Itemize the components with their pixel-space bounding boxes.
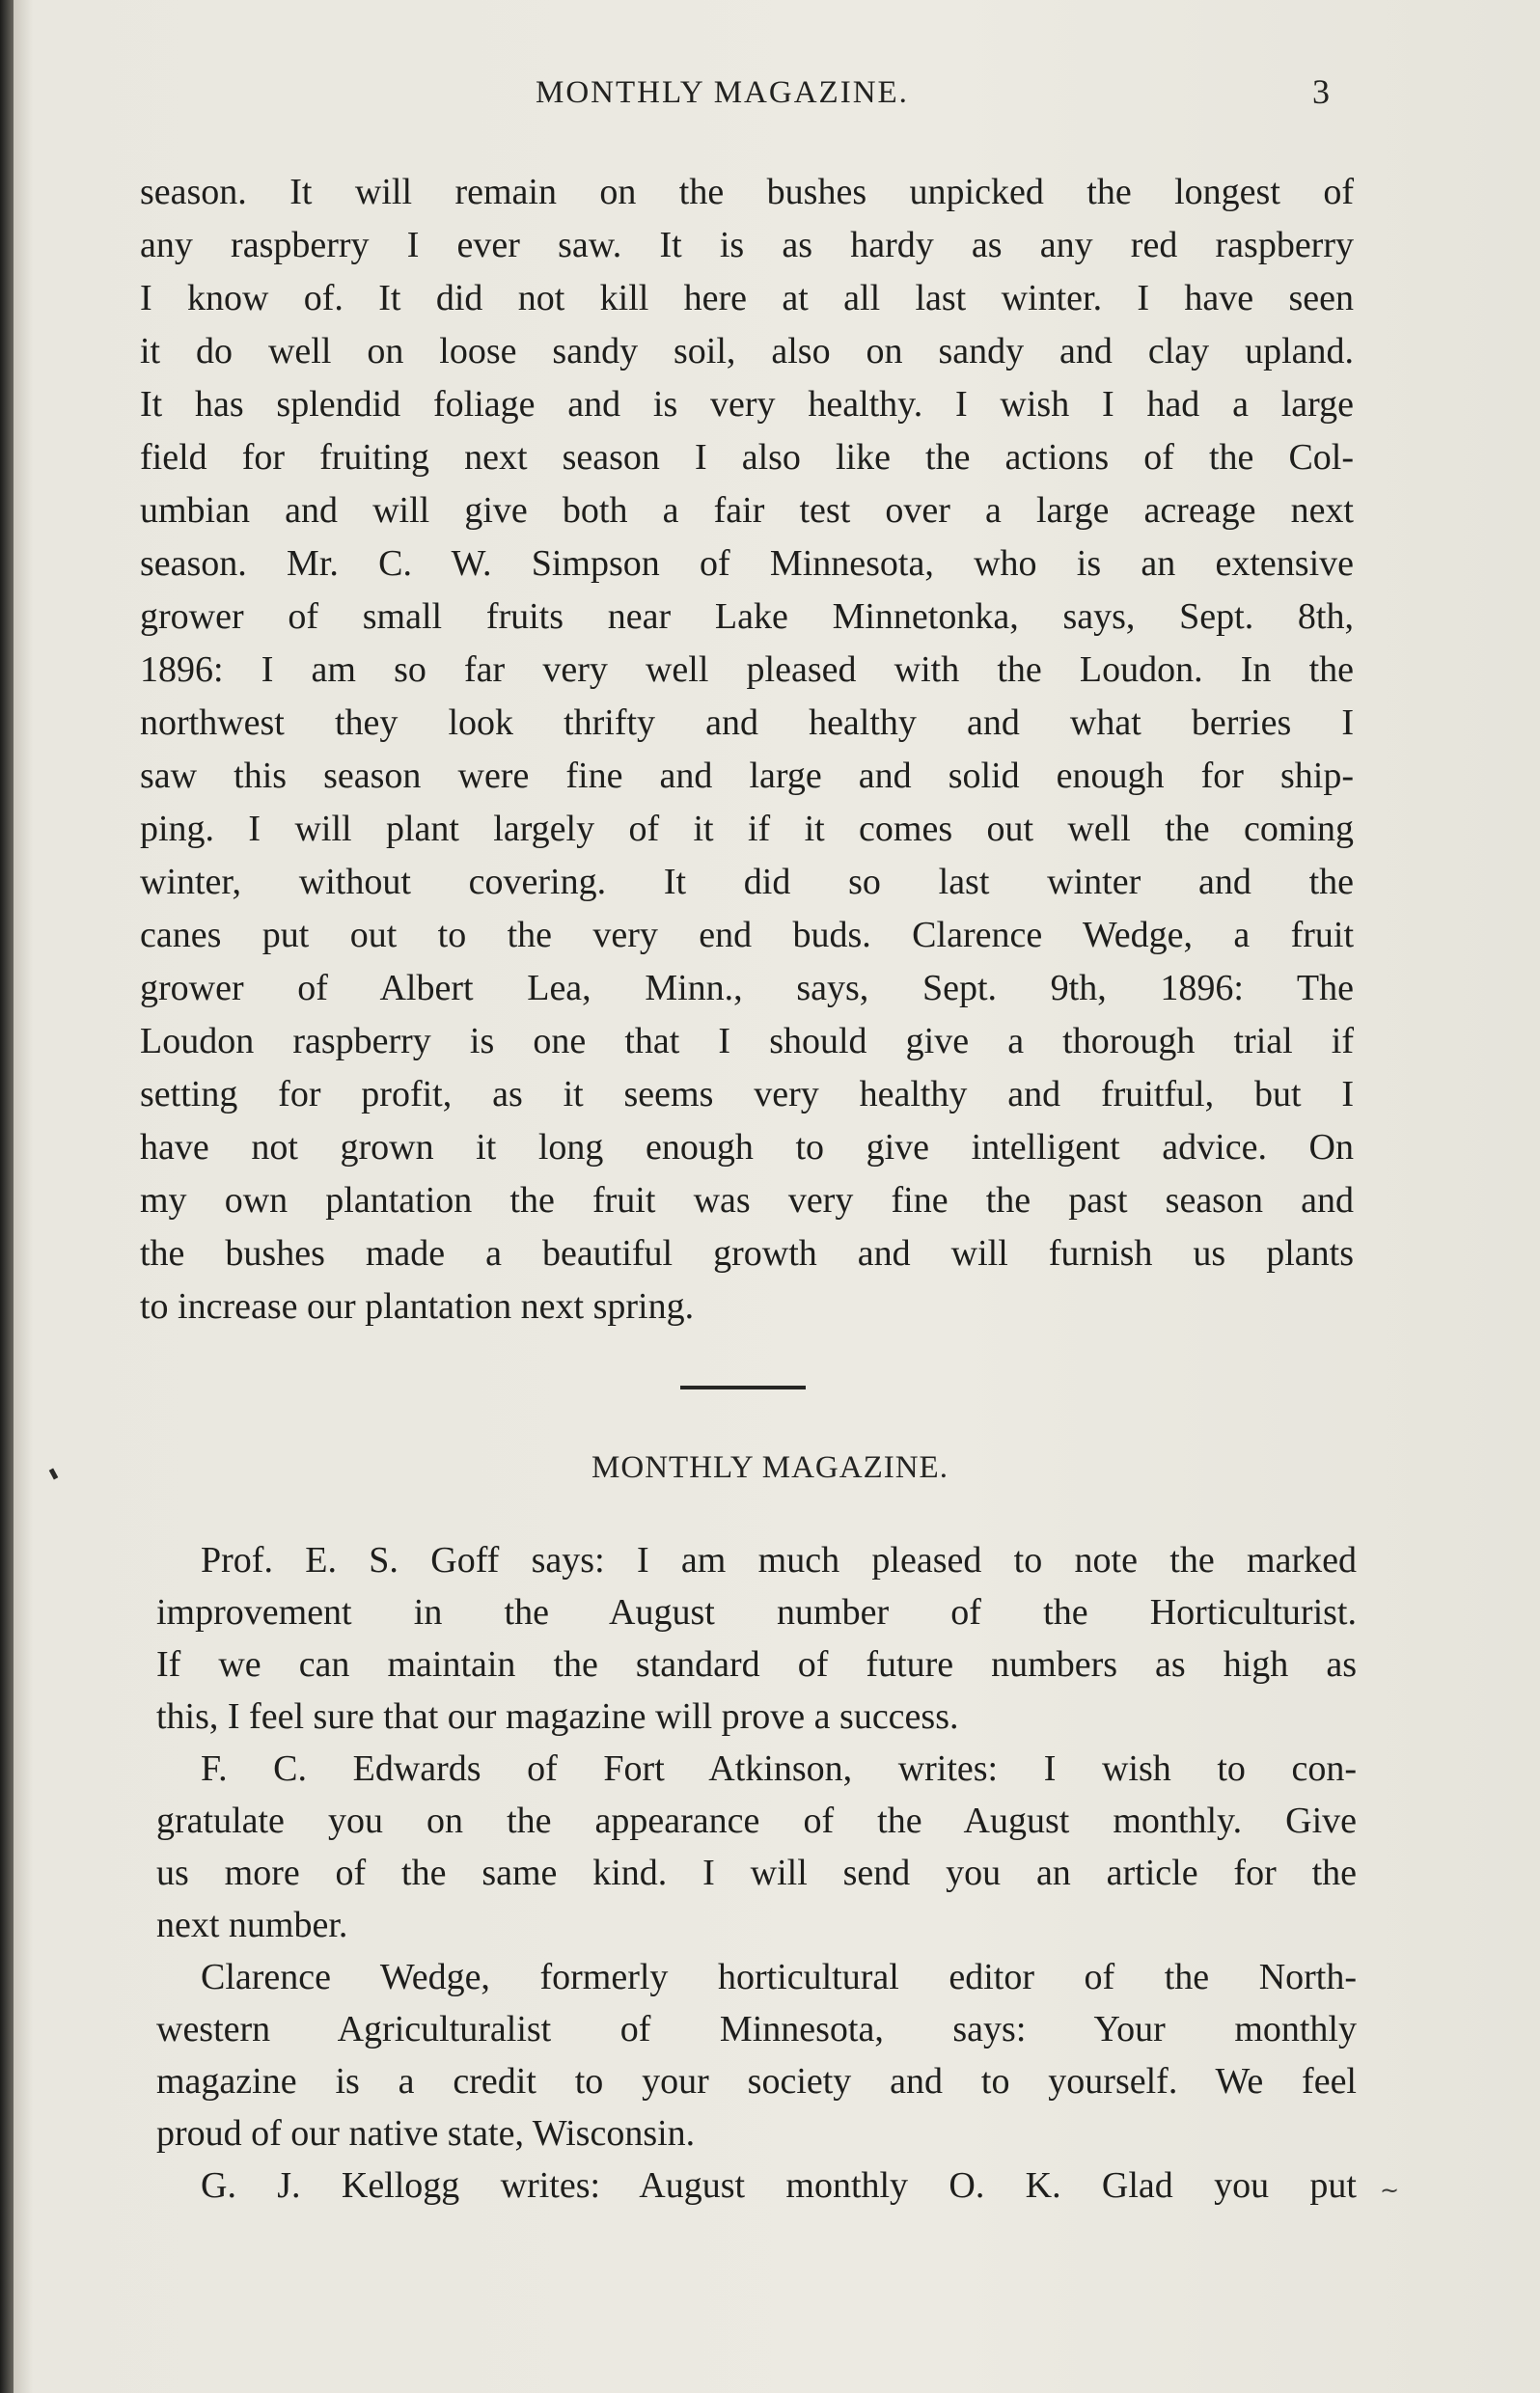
section-heading: MONTHLY MAGAZINE. xyxy=(591,1450,949,1485)
text-line: proud of our native state, Wisconsin. xyxy=(156,2113,696,2154)
section-divider xyxy=(680,1386,806,1389)
article-continuation xyxy=(140,166,1354,1334)
text-line: Prof. E. S. Goff says: I am much pleased to note the marked xyxy=(201,1540,1357,1581)
text-line: grower of small fruits near Lake Minnetonka, says, Sept. 8th, xyxy=(140,596,1354,637)
text-line: Loudon raspberry is one that I should give a thorough trial if xyxy=(140,1021,1354,1061)
text-line: field for fruiting next season I also like the actions of the Col- xyxy=(140,437,1354,478)
text-line: It has splendid foliage and is very healthy. I wish I had a large xyxy=(140,384,1354,425)
text-line: us more of the same kind. I will send you an article for the xyxy=(156,1853,1357,1893)
running-head xyxy=(0,72,1540,133)
text-line: my own plantation the fruit was very fine the past season and xyxy=(140,1180,1354,1221)
text-line: umbian and will give both a fair test over a large acreage next xyxy=(140,490,1354,531)
text-line: it do well on loose sandy soil, also on sandy and clay upland. xyxy=(140,331,1354,371)
text-line: ping. I will plant largely of it if it comes out well the coming xyxy=(140,809,1354,849)
text-line: setting for profit, as it seems very healthy and fruitful, but I xyxy=(140,1074,1354,1114)
text-line: F. C. Edwards of Fort Atkinson, writes: I wish to con- xyxy=(201,1748,1357,1789)
text-line: gratulate you on the appearance of the August monthly. Give xyxy=(156,1801,1357,1841)
book-spine-shadow xyxy=(0,0,14,2393)
text-line: G. J. Kellogg writes: August monthly O. K. Glad you put xyxy=(201,2165,1357,2206)
text-line: season. Mr. C. W. Simpson of Minnesota, who is an extensive xyxy=(140,543,1354,584)
text-line: Clarence Wedge, formerly horticultural editor of the North- xyxy=(201,1957,1357,1997)
text-line: If we can maintain the standard of future numbers as high as xyxy=(156,1644,1357,1685)
text-line: season. It will remain on the bushes unpicked the longest of xyxy=(140,172,1354,212)
text-line: the bushes made a beautiful growth and will furnish us plants xyxy=(140,1233,1354,1274)
text-line: grower of Albert Lea, Minn., says, Sept. 9th, 1896: The xyxy=(140,968,1354,1008)
tilde-mark-icon: ~ xyxy=(1380,2177,1400,2204)
magazine-testimonials xyxy=(156,1534,1357,2212)
text-line: I know of. It did not kill here at all last winter. I have seen xyxy=(140,278,1354,318)
text-line: next number. xyxy=(156,1905,348,1945)
text-line: saw this season were fine and large and solid enough for ship- xyxy=(140,756,1354,796)
text-line: northwest they look thrifty and healthy and what berries I xyxy=(140,702,1354,743)
text-line: any raspberry I ever saw. It is as hardy as any red raspberry xyxy=(140,225,1354,265)
page-number: 3 xyxy=(1312,72,1330,111)
text-line: magazine is a credit to your society and to yourself. We feel xyxy=(156,2061,1357,2102)
text-line: have not grown it long enough to give intelligent advice. On xyxy=(140,1127,1354,1168)
text-line: to increase our plantation next spring. xyxy=(140,1286,695,1327)
text-line: improvement in the August number of the Horticulturist. xyxy=(156,1592,1357,1633)
text-line: canes put out to the very end buds. Clarence Wedge, a fruit xyxy=(140,915,1354,955)
text-line: this, I feel sure that our magazine will prove a success. xyxy=(156,1696,959,1737)
text-line: winter, without covering. It did so last winter and the xyxy=(140,862,1354,902)
running-title: MONTHLY MAGAZINE. xyxy=(536,75,909,110)
text-line: western Agriculturalist of Minnesota, says: Your monthly xyxy=(156,2009,1357,2049)
text-line: 1896: I am so far very well pleased with the Loudon. In the xyxy=(140,649,1354,690)
